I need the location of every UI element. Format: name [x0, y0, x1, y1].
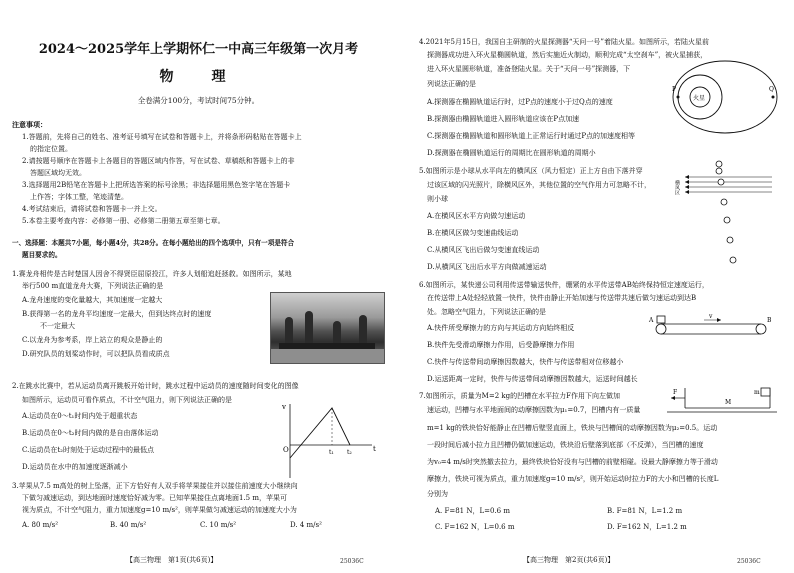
q5-option-a: A.在横风区水平方向做匀速运动 [427, 212, 526, 220]
dragon-boat-photo [270, 292, 385, 364]
notes-heading: 注意事项： [12, 120, 47, 129]
q1-option-c: C.以龙舟为参考系，岸上站立的观众是静止的 [22, 336, 163, 344]
graph-t2-label: t₂ [347, 449, 352, 456]
exam-code: 25036C [737, 558, 761, 565]
q1-stem: 1.赛龙舟相传是古时楚国人因舍不得贤臣屈原投江，许多人划船追赶拯救。如图所示，某地 [12, 270, 292, 278]
q3-option-a: A. 80 m/s² [22, 521, 59, 529]
end-a-label: A [649, 317, 654, 324]
page-2 [397, 0, 794, 573]
section-heading: 一、选择题：本题共7小题，每小题4分，共28分。在每小题给出的四个选项中，只有一项是符合 [12, 239, 295, 247]
exam-code: 25036C [340, 558, 364, 565]
graph-origin-label: O [283, 446, 289, 454]
q6-stem: 处。忽略空气阻力，下列说法正确的是 [427, 308, 546, 316]
block-m-label: m [754, 389, 760, 396]
q4-option-c: C.探测器在椭圆轨道和圆形轨道上正常运行时通过P点的加速度相等 [427, 132, 636, 140]
q5-option-d: D.从横风区飞出后水平方向做减速运动 [427, 263, 547, 271]
force-f-label: F [673, 389, 678, 396]
q3-option-c: C. 10 m/s² [200, 521, 237, 529]
q5-stem: 5.如图所示是小球从水平向左的横风区（风力恒定）正上方自由下落并穿 [419, 167, 643, 175]
note-line: 答题区域均无效。 [30, 169, 86, 177]
graph-t1-label: t₁ [329, 449, 334, 456]
q7-option-c: C. F=162 N，L=0.6 m [435, 523, 515, 531]
q2-option-b: B.运动员在0～t₂时间内做的是自由落体运动 [22, 429, 159, 437]
q7-stem: 为v₀=4 m/s时突然撤去拉力，最终铁块恰好没有与凹槽的前壁相碰。设最大静摩擦力等于滑动 [427, 458, 718, 466]
subject-title: 物 理 [159, 69, 238, 85]
q3-stem: 视为质点，不计空气阻力，重力加速度g=10 m/s²，则苹果做匀减速运动的加速度大小为 [22, 506, 297, 514]
q7-option-b: B. F=81 N，L=1.2 m [607, 507, 683, 515]
q1-option-b: B.获得第一名的龙舟平均速度一定最大，但到达终点时的速度 [22, 310, 212, 318]
q3-option-b: B. 40 m/s² [110, 521, 147, 529]
q6-option-d: D.运送距离一定时，快件与传送带间动摩擦因数越大，运送时间越长 [427, 375, 638, 383]
q2-option-d: D.运动员在水中的加速度逐渐减小 [22, 463, 128, 471]
q5-option-b: B.在横风区做匀变速曲线运动 [427, 229, 519, 237]
q4-stem: 探测器成功进入环火星椭圆轨道，然后实施近火制动，顺利完成“太空刹车”，被火星捕获， [427, 51, 708, 59]
velocity-label: v [709, 313, 713, 320]
q5-stem: 过该区域的闪光照片，除横风区外，其他位置的空气作用力可忽略不计， [427, 181, 651, 189]
note-line: 5.本卷主要考查内容：必修第一册、必修第二册第五章至第七章。 [22, 217, 225, 225]
wind-zone-label: 横风区 [674, 180, 680, 195]
q3-option-d: D. 4 m/s² [290, 521, 322, 529]
q6-conveyor-diagram [649, 312, 774, 340]
point-q-label: Q [769, 86, 774, 93]
q4-stem: 4.2021年5月15日，我国自主研制的火星探测器“天问一号”着陆火星。如图所示，若陆火星前 [419, 38, 710, 46]
q7-stem: 速运动，凹槽与水平地面间的动摩擦因数为μ₁=0.7，凹槽内有一质量 [427, 406, 641, 414]
q3-stem: 3.苹果从7.5 m高处的树上坠落，正下方恰好有人双手将苹果接住并以接住前速度大小继续向 [12, 482, 298, 490]
q7-stem: 7.如图所示，质量为M=2 kg的凹槽在水平拉力F作用下向左做加 [419, 392, 620, 400]
q6-stem: 在传送带上A处轻轻放置一快件，快件由静止开始加速与传送带共速后做匀速运动到达B [427, 294, 697, 302]
page-footer: 【高三物理 第2页(共6页)】 [523, 556, 615, 564]
q1-option-a: A.龙舟速度的变化量越大，其加速度一定越大 [22, 296, 163, 304]
q4-stem: 进入环火星圆形轨道，准备登陆火星。关于“天问一号”探测器，下 [427, 65, 631, 73]
score-line: 全卷满分100分，考试时间75分钟。 [137, 96, 260, 105]
q4-option-a: A.探测器在椭圆轨道运行时，过P点的速度小于过Q点的速度 [427, 98, 613, 106]
q5-stem: 则小球 [427, 195, 448, 203]
graph-v-label: v [282, 403, 286, 411]
section-heading-cont: 题目要求的。 [22, 251, 62, 259]
q7-stem: m=1 kg的铁块恰好能静止在凹槽后壁竖直面上，铁块与凹槽间的动摩擦因数为μ₂=0.5。运动 [427, 424, 718, 432]
q7-option-a: A. F=81 N，L=0.6 m [435, 507, 510, 515]
note-line: 2.请按题号顺序在答题卡上各题目的答题区域内作答，写在试卷、草稿纸和答题卡上的非 [22, 157, 295, 165]
q5-flash-photo-diagram [674, 160, 777, 275]
q6-option-c: C.快件与传送带间动摩擦因数越大，快件与传送带相对位移越小 [427, 358, 624, 366]
q1-option-b-cont: 不一定最大 [40, 322, 75, 330]
note-line: 的指定位置。 [30, 145, 72, 153]
q7-stem: 摩擦力，铁块可视为质点，重力加速度g=10 m/s²，则开始运动时拉力F的大小和凹槽的长度L [427, 475, 719, 483]
q3-stem: 下做匀减速运动，到达地面时速度恰好减为零。已知苹果接住点离地面1.5 m，苹果可 [22, 494, 287, 502]
note-line: 3.选择题用2B铅笔在答题卡上把所选答案的标号涂黑；非选择题用黑色签字笔在答题卡 [22, 181, 291, 189]
point-p-label: P [672, 86, 677, 93]
groove-M-label: M [725, 399, 732, 406]
q2-velocity-time-graph [280, 400, 380, 480]
q4-option-d: D.探测器在椭圆轨道运行的周期比在圆形轨道的周期小 [427, 149, 596, 157]
q2-option-c: C.运动员在t₂时刻处于运动过程中的最低点 [22, 446, 154, 454]
q6-stem: 6.如图所示，某快递公司利用传送带输送快件，绷紧的水平传送带AB始终保持恒定速度运行， [419, 281, 709, 289]
q1-option-d: D.研究队员的划桨动作时，可以把队员看成质点 [22, 350, 170, 358]
graph-t-label: t [373, 445, 376, 453]
page-footer: 【高三物理 第1页(共6页)】 [126, 556, 218, 564]
q7-option-d: D. F=162 N，L=1.2 m [607, 523, 687, 531]
q5-option-c: C.从横风区飞出后做匀变速直线运动 [427, 246, 540, 254]
planet-label: 火星 [693, 95, 706, 102]
q7-groove-diagram [665, 382, 780, 414]
q7-stem: 分别为 [427, 490, 448, 498]
q2-stem: 如图所示，运动员可看作质点，不计空气阻力，则下列说法正确的是 [22, 396, 232, 404]
q7-stem: 一段时间后减小拉力且凹槽仍做加速运动，铁块沿后壁落到底部（不反弹），当凹槽的速度 [427, 441, 704, 449]
q6-option-b: B.快件先受滑动摩擦力作用，后受静摩擦力作用 [427, 341, 575, 349]
q2-stem: 2.在跳水比赛中，若从运动员离开跳板开始计时，跳水过程中运动员的速度随时间变化的图像 [12, 382, 299, 390]
q4-option-b: B.探测器由椭圆轨道进入圆形轨道应该在P点加速 [427, 115, 580, 123]
end-b-label: B [767, 317, 772, 324]
q4-orbit-diagram [670, 52, 780, 142]
note-line: 上作答；字体工整，笔迹清楚。 [30, 193, 128, 201]
q2-option-a: A.运动员在0～t₁时间内处于超重状态 [22, 412, 138, 420]
q4-stem: 列说法正确的是 [427, 80, 476, 88]
q6-option-a: A.快件所受摩擦力的方向与其运动方向始终相反 [427, 324, 575, 332]
exam-title: 2024～2025学年上学期怀仁一中高三年级第一次月考 [38, 42, 359, 57]
note-line: 4.考试结束后，请将试卷和答题卡一并上交。 [22, 205, 162, 213]
q1-stem: 举行500 m直道龙舟大赛，下列说法正确的是 [22, 282, 164, 290]
note-line: 1.答题前，先将自己的姓名、准考证号填写在试卷和答题卡上，并将条形码粘贴在答题卡上 [22, 133, 302, 141]
